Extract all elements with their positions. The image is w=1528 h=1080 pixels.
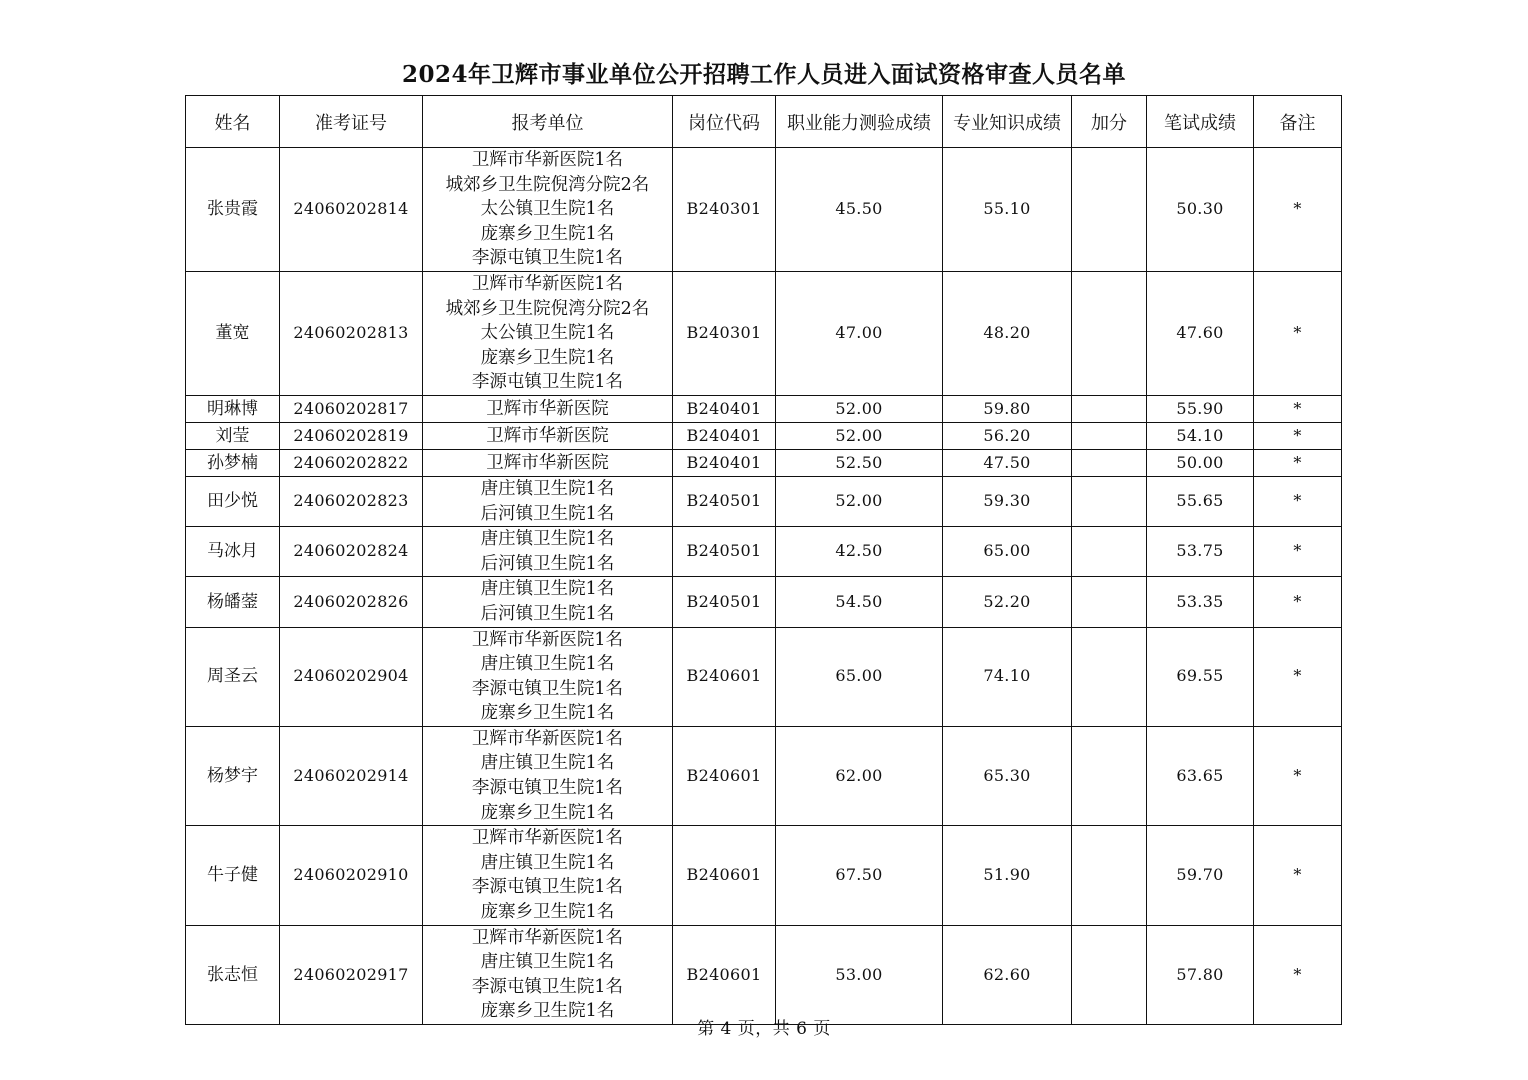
cell-unit: [423, 925, 673, 1024]
cell-remark: *: [1254, 422, 1342, 449]
table-row: [186, 627, 1342, 726]
header-name: 姓名: [186, 96, 280, 148]
unit-line: 卫辉市华新医院1名: [471, 728, 624, 749]
cell-unit: [423, 826, 673, 925]
unit-line: 太公镇卫生院1名: [480, 323, 615, 344]
unit-line: 唐庄镇卫生院1名: [480, 753, 615, 774]
unit-line: 卫辉市华新医院1名: [471, 927, 624, 948]
cell-post-code: B240501: [673, 476, 776, 526]
header-remark: 备注: [1254, 96, 1342, 148]
cell-bonus: [1072, 527, 1147, 577]
cell-post-code: B240601: [673, 627, 776, 726]
unit-line: 唐庄镇卫生院1名: [480, 952, 615, 973]
cell-post-code: B240401: [673, 395, 776, 422]
cell-exam-id: 24060202814: [280, 148, 423, 272]
cell-remark: *: [1254, 476, 1342, 526]
unit-line: 庞寨乡卫生院1名: [480, 802, 615, 823]
cell-post-code: B240501: [673, 577, 776, 627]
cell-unit: [423, 422, 673, 449]
page-number: 第 4 页，共 6 页: [697, 1019, 831, 1039]
table-row: [186, 422, 1342, 449]
unit-line: 太公镇卫生院1名: [480, 199, 615, 220]
cell-unit: [423, 395, 673, 422]
cell-knowledge-score: 65.30: [943, 726, 1072, 825]
cell-written-score: 55.65: [1147, 476, 1254, 526]
unit-line: 城郊乡卫生院倪湾分院2名: [445, 298, 650, 319]
cell-written-score: 55.90: [1147, 395, 1254, 422]
cell-remark: *: [1254, 395, 1342, 422]
cell-exam-id: 24060202813: [280, 271, 423, 395]
header-bonus: 加分: [1072, 96, 1147, 148]
cell-remark: *: [1254, 826, 1342, 925]
cell-bonus: [1072, 627, 1147, 726]
unit-line: 后河镇卫生院1名: [480, 503, 615, 524]
cell-post-code: B240601: [673, 826, 776, 925]
unit-line: 卫辉市华新医院1名: [471, 150, 624, 170]
cell-name: 杨皤蓥: [186, 577, 280, 627]
unit-line: 卫辉市华新医院1名: [471, 629, 624, 650]
table-row: [186, 271, 1342, 395]
unit-line: 庞寨乡卫生院1名: [480, 347, 615, 368]
table-row: [186, 476, 1342, 526]
cell-bonus: [1072, 148, 1147, 272]
header-unit: 报考单位: [423, 96, 673, 148]
unit-line: 庞寨乡卫生院1名: [480, 703, 615, 724]
cell-remark: *: [1254, 577, 1342, 627]
cell-unit: [423, 627, 673, 726]
cell-written-score: 57.80: [1147, 925, 1254, 1024]
table-row: [186, 527, 1342, 577]
cell-name: 张贵霞: [186, 148, 280, 272]
roster-body: [186, 148, 1342, 1025]
cell-name: 周圣云: [186, 627, 280, 726]
cell-unit: [423, 449, 673, 476]
table-row: [186, 726, 1342, 825]
cell-name: 明琳博: [186, 395, 280, 422]
header-row: [186, 96, 1342, 148]
cell-unit: [423, 726, 673, 825]
cell-exam-id: 24060202826: [280, 577, 423, 627]
cell-exam-id: 24060202914: [280, 726, 423, 825]
cell-name: 刘莹: [186, 422, 280, 449]
cell-unit: [423, 271, 673, 395]
cell-ability-score: 54.50: [776, 577, 943, 627]
cell-exam-id: 24060202904: [280, 627, 423, 726]
cell-bonus: [1072, 925, 1147, 1024]
table-row: [186, 577, 1342, 627]
cell-remark: *: [1254, 925, 1342, 1024]
cell-post-code: B240301: [673, 271, 776, 395]
cell-ability-score: 53.00: [776, 925, 943, 1024]
unit-line: 李源屯镇卫生院1名: [471, 976, 624, 997]
table-row: [186, 395, 1342, 422]
unit-line: 李源屯镇卫生院1名: [471, 778, 624, 799]
cell-name: 杨梦宇: [186, 726, 280, 825]
cell-unit: [423, 527, 673, 577]
unit-line: 唐庄镇卫生院1名: [480, 478, 615, 499]
cell-ability-score: 47.00: [776, 271, 943, 395]
cell-bonus: [1072, 422, 1147, 449]
unit-line: 卫辉市华新医院: [486, 398, 609, 419]
header-exam-id: 准考证号: [280, 96, 423, 148]
unit-line: 唐庄镇卫生院1名: [480, 852, 615, 873]
roster-table: [185, 95, 1342, 1025]
unit-line: 李源屯镇卫生院1名: [471, 248, 624, 269]
cell-post-code: B240401: [673, 449, 776, 476]
cell-ability-score: 52.00: [776, 422, 943, 449]
cell-exam-id: 24060202819: [280, 422, 423, 449]
cell-bonus: [1072, 395, 1147, 422]
cell-knowledge-score: 59.30: [943, 476, 1072, 526]
cell-knowledge-score: 65.00: [943, 527, 1072, 577]
unit-line: 后河镇卫生院1名: [480, 603, 615, 624]
cell-knowledge-score: 48.20: [943, 271, 1072, 395]
cell-ability-score: 42.50: [776, 527, 943, 577]
table-row: [186, 449, 1342, 476]
unit-line: 卫辉市华新医院1名: [471, 273, 624, 294]
header-post-code: 岗位代码: [673, 96, 776, 148]
cell-bonus: [1072, 726, 1147, 825]
unit-line: 城郊乡卫生院倪湾分院2名: [445, 174, 650, 195]
cell-knowledge-score: 74.10: [943, 627, 1072, 726]
cell-knowledge-score: 51.90: [943, 826, 1072, 925]
table-row: [186, 925, 1342, 1024]
unit-line: 唐庄镇卫生院1名: [480, 529, 615, 550]
cell-post-code: B240301: [673, 148, 776, 272]
cell-remark: *: [1254, 627, 1342, 726]
unit-line: 庞寨乡卫生院1名: [480, 223, 615, 244]
cell-name: 马冰月: [186, 527, 280, 577]
cell-unit: [423, 476, 673, 526]
cell-exam-id: 24060202823: [280, 476, 423, 526]
cell-exam-id: 24060202817: [280, 395, 423, 422]
cell-post-code: B240601: [673, 925, 776, 1024]
cell-remark: *: [1254, 726, 1342, 825]
cell-written-score: 50.30: [1147, 148, 1254, 272]
unit-line: 唐庄镇卫生院1名: [480, 654, 615, 675]
header-knowledge-score: 专业知识成绩: [943, 96, 1072, 148]
unit-line: 庞寨乡卫生院1名: [480, 1001, 615, 1022]
cell-ability-score: 52.50: [776, 449, 943, 476]
cell-ability-score: 67.50: [776, 826, 943, 925]
cell-unit: [423, 148, 673, 272]
unit-line: 卫辉市华新医院: [486, 452, 609, 473]
unit-line: 卫辉市华新医院1名: [471, 828, 624, 849]
cell-written-score: 53.35: [1147, 577, 1254, 627]
cell-post-code: B240401: [673, 422, 776, 449]
cell-name: 张志恒: [186, 925, 280, 1024]
cell-written-score: 47.60: [1147, 271, 1254, 395]
cell-exam-id: 24060202824: [280, 527, 423, 577]
cell-knowledge-score: 56.20: [943, 422, 1072, 449]
cell-bonus: [1072, 476, 1147, 526]
cell-ability-score: 52.00: [776, 476, 943, 526]
cell-ability-score: 45.50: [776, 148, 943, 272]
cell-remark: *: [1254, 271, 1342, 395]
table-row: [186, 826, 1342, 925]
cell-ability-score: 62.00: [776, 726, 943, 825]
cell-written-score: 69.55: [1147, 627, 1254, 726]
cell-knowledge-score: 52.20: [943, 577, 1072, 627]
unit-line: 庞寨乡卫生院1名: [480, 902, 615, 923]
cell-written-score: 50.00: [1147, 449, 1254, 476]
cell-exam-id: 24060202822: [280, 449, 423, 476]
cell-written-score: 63.65: [1147, 726, 1254, 825]
cell-ability-score: 65.00: [776, 627, 943, 726]
cell-name: 田少悦: [186, 476, 280, 526]
cell-post-code: B240601: [673, 726, 776, 825]
cell-exam-id: 24060202917: [280, 925, 423, 1024]
cell-knowledge-score: 47.50: [943, 449, 1072, 476]
cell-bonus: [1072, 577, 1147, 627]
cell-written-score: 59.70: [1147, 826, 1254, 925]
table-row: [186, 148, 1342, 272]
cell-exam-id: 24060202910: [280, 826, 423, 925]
cell-remark: *: [1254, 148, 1342, 272]
cell-remark: *: [1254, 449, 1342, 476]
unit-line: 李源屯镇卫生院1名: [471, 372, 624, 393]
unit-line: 李源屯镇卫生院1名: [471, 678, 624, 699]
cell-bonus: [1072, 826, 1147, 925]
unit-line: 后河镇卫生院1名: [480, 553, 615, 574]
unit-line: 卫辉市华新医院: [486, 425, 609, 446]
cell-knowledge-score: 62.60: [943, 925, 1072, 1024]
cell-knowledge-score: 59.80: [943, 395, 1072, 422]
cell-written-score: 54.10: [1147, 422, 1254, 449]
cell-ability-score: 52.00: [776, 395, 943, 422]
header-ability-score: 职业能力测验成绩: [776, 96, 943, 148]
cell-bonus: [1072, 449, 1147, 476]
cell-name: 孙梦楠: [186, 449, 280, 476]
unit-line: 李源屯镇卫生院1名: [471, 877, 624, 898]
cell-name: 董宽: [186, 271, 280, 395]
cell-bonus: [1072, 271, 1147, 395]
page-title: 2024年卫辉市事业单位公开招聘工作人员进入面试资格审查人员名单: [401, 61, 1126, 88]
cell-remark: *: [1254, 527, 1342, 577]
unit-line: 唐庄镇卫生院1名: [480, 579, 615, 600]
cell-unit: [423, 577, 673, 627]
cell-post-code: B240501: [673, 527, 776, 577]
cell-written-score: 53.75: [1147, 527, 1254, 577]
header-written-score: 笔试成绩: [1147, 96, 1254, 148]
cell-knowledge-score: 55.10: [943, 148, 1072, 272]
cell-name: 牛子健: [186, 826, 280, 925]
